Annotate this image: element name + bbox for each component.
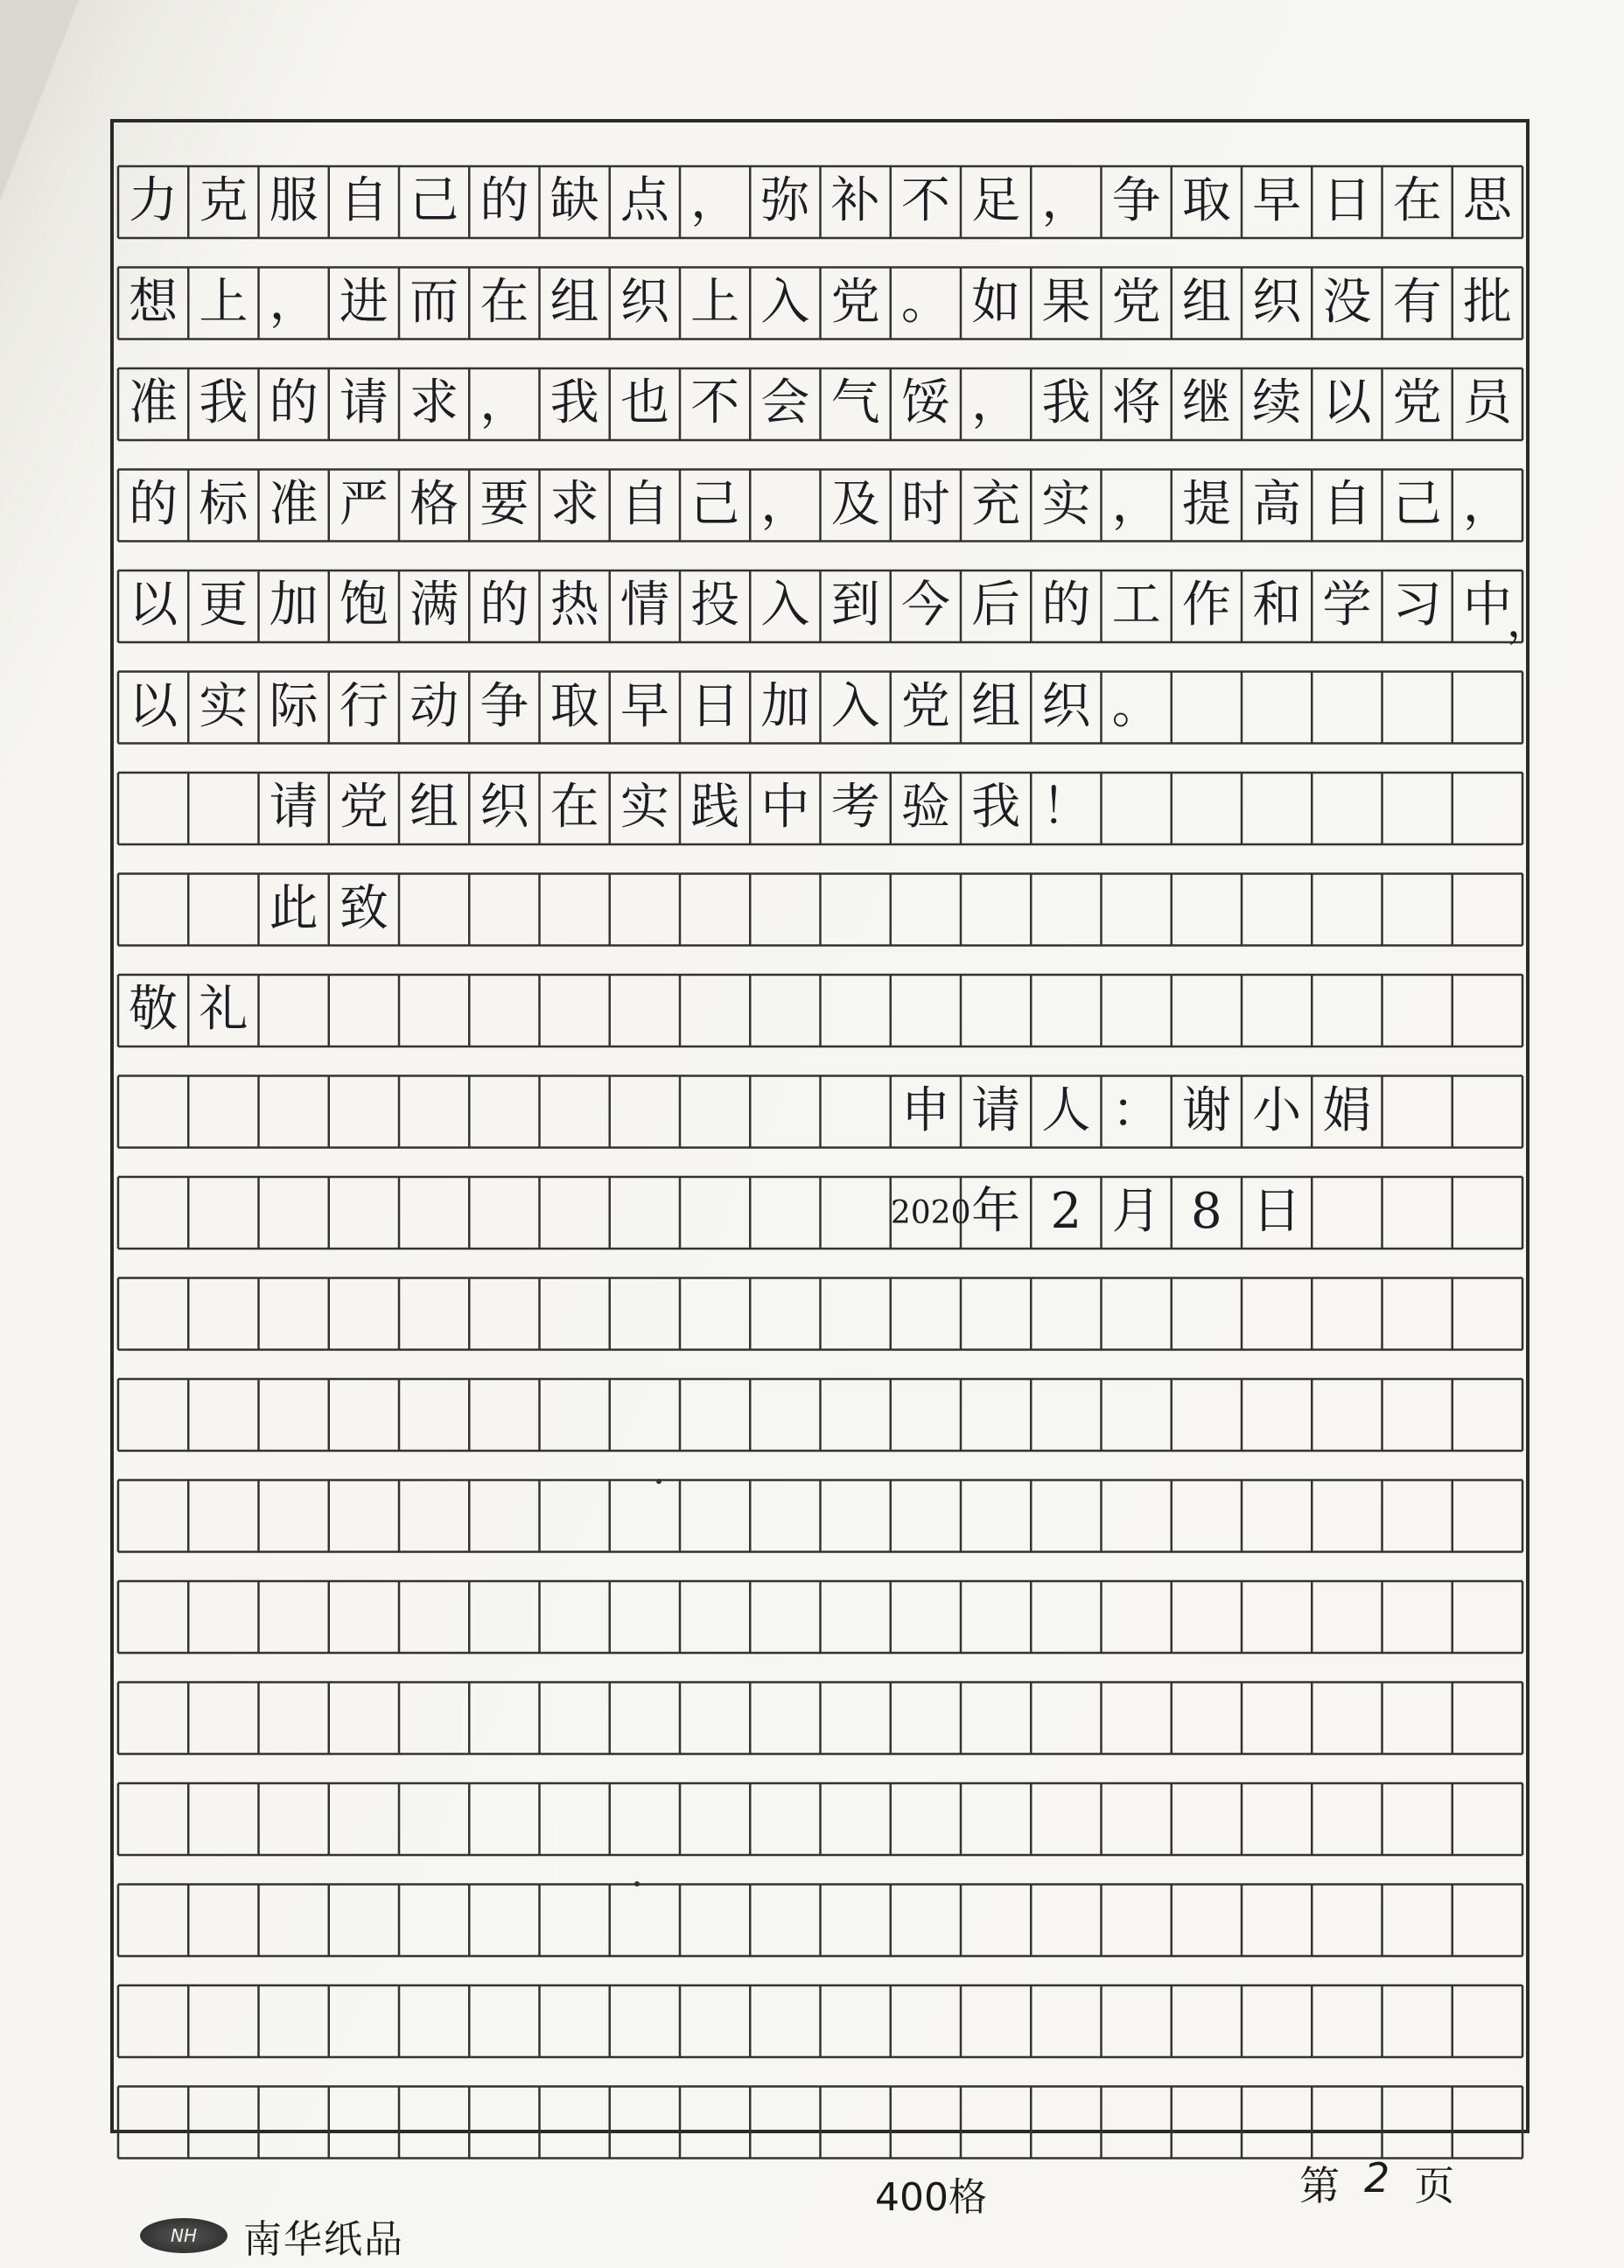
handwritten-char: 服 xyxy=(269,172,318,229)
handwritten-char: 织 xyxy=(480,779,529,836)
handwritten-char: 将 xyxy=(1111,374,1161,431)
handwritten-char: 准 xyxy=(269,475,318,533)
handwritten-char: 严 xyxy=(339,475,388,533)
handwritten-char: 此 xyxy=(269,879,318,937)
handwritten-char: 缺 xyxy=(550,172,599,229)
handwritten-char: 格 xyxy=(410,475,459,533)
handwritten-char: 验 xyxy=(900,779,950,836)
handwritten-char: 己 xyxy=(1392,475,1442,533)
handwritten-char: 热 xyxy=(550,577,599,634)
handwritten-char: 我 xyxy=(199,374,248,431)
handwritten-char: 入 xyxy=(830,677,880,735)
handwritten-char: 谢 xyxy=(1181,1082,1231,1139)
grid-row xyxy=(118,1885,1522,1956)
grid-count-label: 400格 xyxy=(875,2175,987,2220)
grid-row xyxy=(118,1683,1522,1754)
handwritten-char: 以 xyxy=(129,577,178,634)
page-number: 2 xyxy=(1364,2154,1390,2202)
handwritten-char: 2020 xyxy=(890,1195,971,1231)
handwritten-char: 娟 xyxy=(1322,1082,1372,1139)
handwritten-char: 实 xyxy=(620,779,669,836)
page-suffix: 页 xyxy=(1414,2162,1455,2209)
handwritten-char: 党 xyxy=(1111,273,1161,331)
grid-row xyxy=(118,975,1522,1046)
handwritten-char: 己 xyxy=(410,172,459,229)
handwritten-char: ， xyxy=(269,273,318,331)
handwritten-char: 践 xyxy=(690,779,740,836)
margin-comma: ， xyxy=(1507,596,1550,647)
handwritten-char: 动 xyxy=(410,677,459,735)
handwritten-char: 党 xyxy=(830,273,880,331)
handwritten-char: 我 xyxy=(971,779,1021,836)
handwritten-char: 饱 xyxy=(339,577,388,634)
grid-row xyxy=(118,2087,1522,2159)
handwritten-char: 时 xyxy=(900,475,950,533)
handwritten-char: ： xyxy=(1111,1082,1161,1139)
handwritten-char: 小 xyxy=(1252,1082,1302,1139)
handwritten-char: 充 xyxy=(971,475,1021,533)
handwritten-char: 点 xyxy=(620,172,669,229)
handwritten-char: 足 xyxy=(971,172,1021,229)
brand-logo-icon: NH xyxy=(140,2218,228,2253)
handwritten-char: 以 xyxy=(129,677,178,735)
page-prefix: 第 xyxy=(1299,2162,1340,2209)
handwritten-char: 员 xyxy=(1462,374,1512,431)
handwritten-char: 的 xyxy=(129,475,178,533)
handwritten-char: 以 xyxy=(1322,374,1372,431)
handwritten-char: 申 xyxy=(900,1082,950,1139)
handwritten-char: 请 xyxy=(269,779,318,836)
handwritten-char: 提 xyxy=(1181,475,1231,533)
grid-row xyxy=(118,1985,1522,2057)
handwritten-char: 标 xyxy=(199,475,248,533)
handwritten-char: 党 xyxy=(1392,374,1442,431)
handwritten-char: 织 xyxy=(1252,273,1302,331)
handwritten-char: 礼 xyxy=(199,981,248,1038)
grid-row xyxy=(118,1278,1522,1350)
handwritten-char: 力 xyxy=(129,172,178,229)
handwritten-char: 早 xyxy=(620,677,669,735)
handwritten-char: 月 xyxy=(1111,1183,1161,1240)
handwritten-char: 际 xyxy=(269,677,318,735)
handwritten-char: 在 xyxy=(480,273,529,331)
handwritten-char: ， xyxy=(1041,172,1091,229)
handwritten-char: 作 xyxy=(1181,577,1231,634)
handwritten-char: 及 xyxy=(830,475,880,533)
handwritten-char: ， xyxy=(1111,475,1161,533)
handwritten-char: 上 xyxy=(690,273,740,331)
handwritten-char: 要 xyxy=(480,475,529,533)
grid-row xyxy=(118,1783,1522,1855)
handwritten-char: 的 xyxy=(480,172,529,229)
handwritten-char: 。 xyxy=(900,273,950,331)
handwritten-char: 的 xyxy=(1041,577,1091,634)
handwritten-char: 没 xyxy=(1322,273,1372,331)
brand xyxy=(140,2209,404,2262)
handwritten-char: 有 xyxy=(1392,273,1442,331)
grid-row xyxy=(118,1480,1522,1552)
handwritten-char: 8 xyxy=(1191,1183,1222,1240)
handwritten-char: 织 xyxy=(1041,677,1091,735)
handwritten-char: 而 xyxy=(410,273,459,331)
grid-row xyxy=(118,1379,1522,1451)
handwritten-char: ， xyxy=(760,475,810,533)
handwritten-char: 的 xyxy=(480,577,529,634)
handwritten-char: 我 xyxy=(1041,374,1091,431)
handwritten-char: 自 xyxy=(620,475,669,533)
handwritten-char: 组 xyxy=(971,677,1021,735)
ink-dot xyxy=(656,1479,662,1484)
grid-row xyxy=(118,1581,1522,1653)
handwritten-char: 满 xyxy=(410,577,459,634)
handwritten-char: 取 xyxy=(550,677,599,735)
handwritten-char: 党 xyxy=(339,779,388,836)
handwritten-char: 投 xyxy=(690,577,740,634)
handwritten-char: 考 xyxy=(830,779,880,836)
handwritten-char: 组 xyxy=(550,273,599,331)
handwritten-char: 批 xyxy=(1462,273,1512,331)
handwritten-char: 后 xyxy=(971,577,1021,634)
handwritten-char: 学 xyxy=(1322,577,1372,634)
grid-row xyxy=(118,1177,1522,1249)
handwritten-char: 求 xyxy=(550,475,599,533)
handwritten-char: 加 xyxy=(760,677,810,735)
handwritten-char: 弥 xyxy=(760,172,810,229)
handwritten-char: 2 xyxy=(1050,1183,1082,1240)
handwritten-char: 取 xyxy=(1181,172,1231,229)
handwritten-char: 馁 xyxy=(900,374,950,431)
handwritten-char: 求 xyxy=(410,374,459,431)
handwritten-char: 日 xyxy=(1252,1183,1302,1240)
handwritten-char: 早 xyxy=(1252,172,1302,229)
handwritten-char: 想 xyxy=(129,273,178,331)
handwritten-char: 也 xyxy=(620,374,669,431)
handwritten-char: 不 xyxy=(690,374,740,431)
handwritten-char: 请 xyxy=(339,374,388,431)
handwritten-char: 和 xyxy=(1252,577,1302,634)
handwritten-char: 会 xyxy=(760,374,810,431)
handwritten-char: 加 xyxy=(269,577,318,634)
handwritten-char: 在 xyxy=(550,779,599,836)
handwritten-char: 高 xyxy=(1252,475,1302,533)
handwritten-char: ！ xyxy=(1041,779,1091,836)
handwritten-char: 不 xyxy=(900,172,950,229)
handwritten-char: ， xyxy=(480,374,529,431)
handwritten-char: 继 xyxy=(1181,374,1231,431)
handwritten-char: 实 xyxy=(199,677,248,735)
handwritten-char: 准 xyxy=(129,374,178,431)
handwritten-char: 的 xyxy=(269,374,318,431)
handwritten-char: 年 xyxy=(971,1183,1021,1240)
handwritten-char: 日 xyxy=(690,677,740,735)
handwritten-char: 中 xyxy=(1462,577,1512,634)
handwritten-char: 党 xyxy=(900,677,950,735)
handwritten-char: 补 xyxy=(830,172,880,229)
handwritten-char: 上 xyxy=(199,273,248,331)
handwritten-char: 入 xyxy=(760,273,810,331)
handwritten-char: 争 xyxy=(1111,172,1161,229)
handwritten-char: 致 xyxy=(339,879,388,937)
handwritten-char: 争 xyxy=(480,677,529,735)
handwritten-char: 自 xyxy=(339,172,388,229)
handwritten-char: 果 xyxy=(1041,273,1091,331)
handwritten-char: 请 xyxy=(971,1082,1021,1139)
handwritten-char: 今 xyxy=(900,577,950,634)
brand-name: 南华纸品 xyxy=(243,2217,404,2262)
handwritten-char: 中 xyxy=(760,779,810,836)
handwritten-char: 思 xyxy=(1462,172,1512,229)
handwritten-char: 实 xyxy=(1041,475,1091,533)
handwritten-char: 织 xyxy=(620,273,669,331)
handwritten-char: 习 xyxy=(1392,577,1442,634)
ink-dot xyxy=(634,1881,640,1886)
page-number-label xyxy=(1299,2154,1454,2212)
handwritten-char: 入 xyxy=(760,577,810,634)
handwritten-char: 续 xyxy=(1252,374,1302,431)
handwritten-char: 己 xyxy=(690,475,740,533)
handwritten-char: ， xyxy=(1462,475,1512,533)
handwritten-char: 气 xyxy=(830,374,880,431)
handwritten-char: 我 xyxy=(550,374,599,431)
handwritten-char: 日 xyxy=(1322,172,1372,229)
handwritten-char: 情 xyxy=(620,577,669,634)
handwritten-char: 更 xyxy=(199,577,248,634)
handwritten-char: 自 xyxy=(1322,475,1372,533)
handwritten-char: 进 xyxy=(339,273,388,331)
handwritten-char: 工 xyxy=(1111,577,1161,634)
handwritten-char: 组 xyxy=(1181,273,1231,331)
handwritten-char: 到 xyxy=(830,577,880,634)
handwritten-char: 敬 xyxy=(129,981,178,1038)
handwritten-char: ， xyxy=(971,374,1021,431)
handwritten-char: ， xyxy=(690,172,740,229)
handwritten-char: 如 xyxy=(971,273,1021,331)
handwritten-char: 。 xyxy=(1111,677,1161,735)
handwritten-char: 人 xyxy=(1041,1082,1091,1139)
handwritten-char: 在 xyxy=(1392,172,1442,229)
handwritten-char: 组 xyxy=(410,779,459,836)
handwritten-char: 行 xyxy=(339,677,388,735)
handwritten-char: 克 xyxy=(199,172,248,229)
